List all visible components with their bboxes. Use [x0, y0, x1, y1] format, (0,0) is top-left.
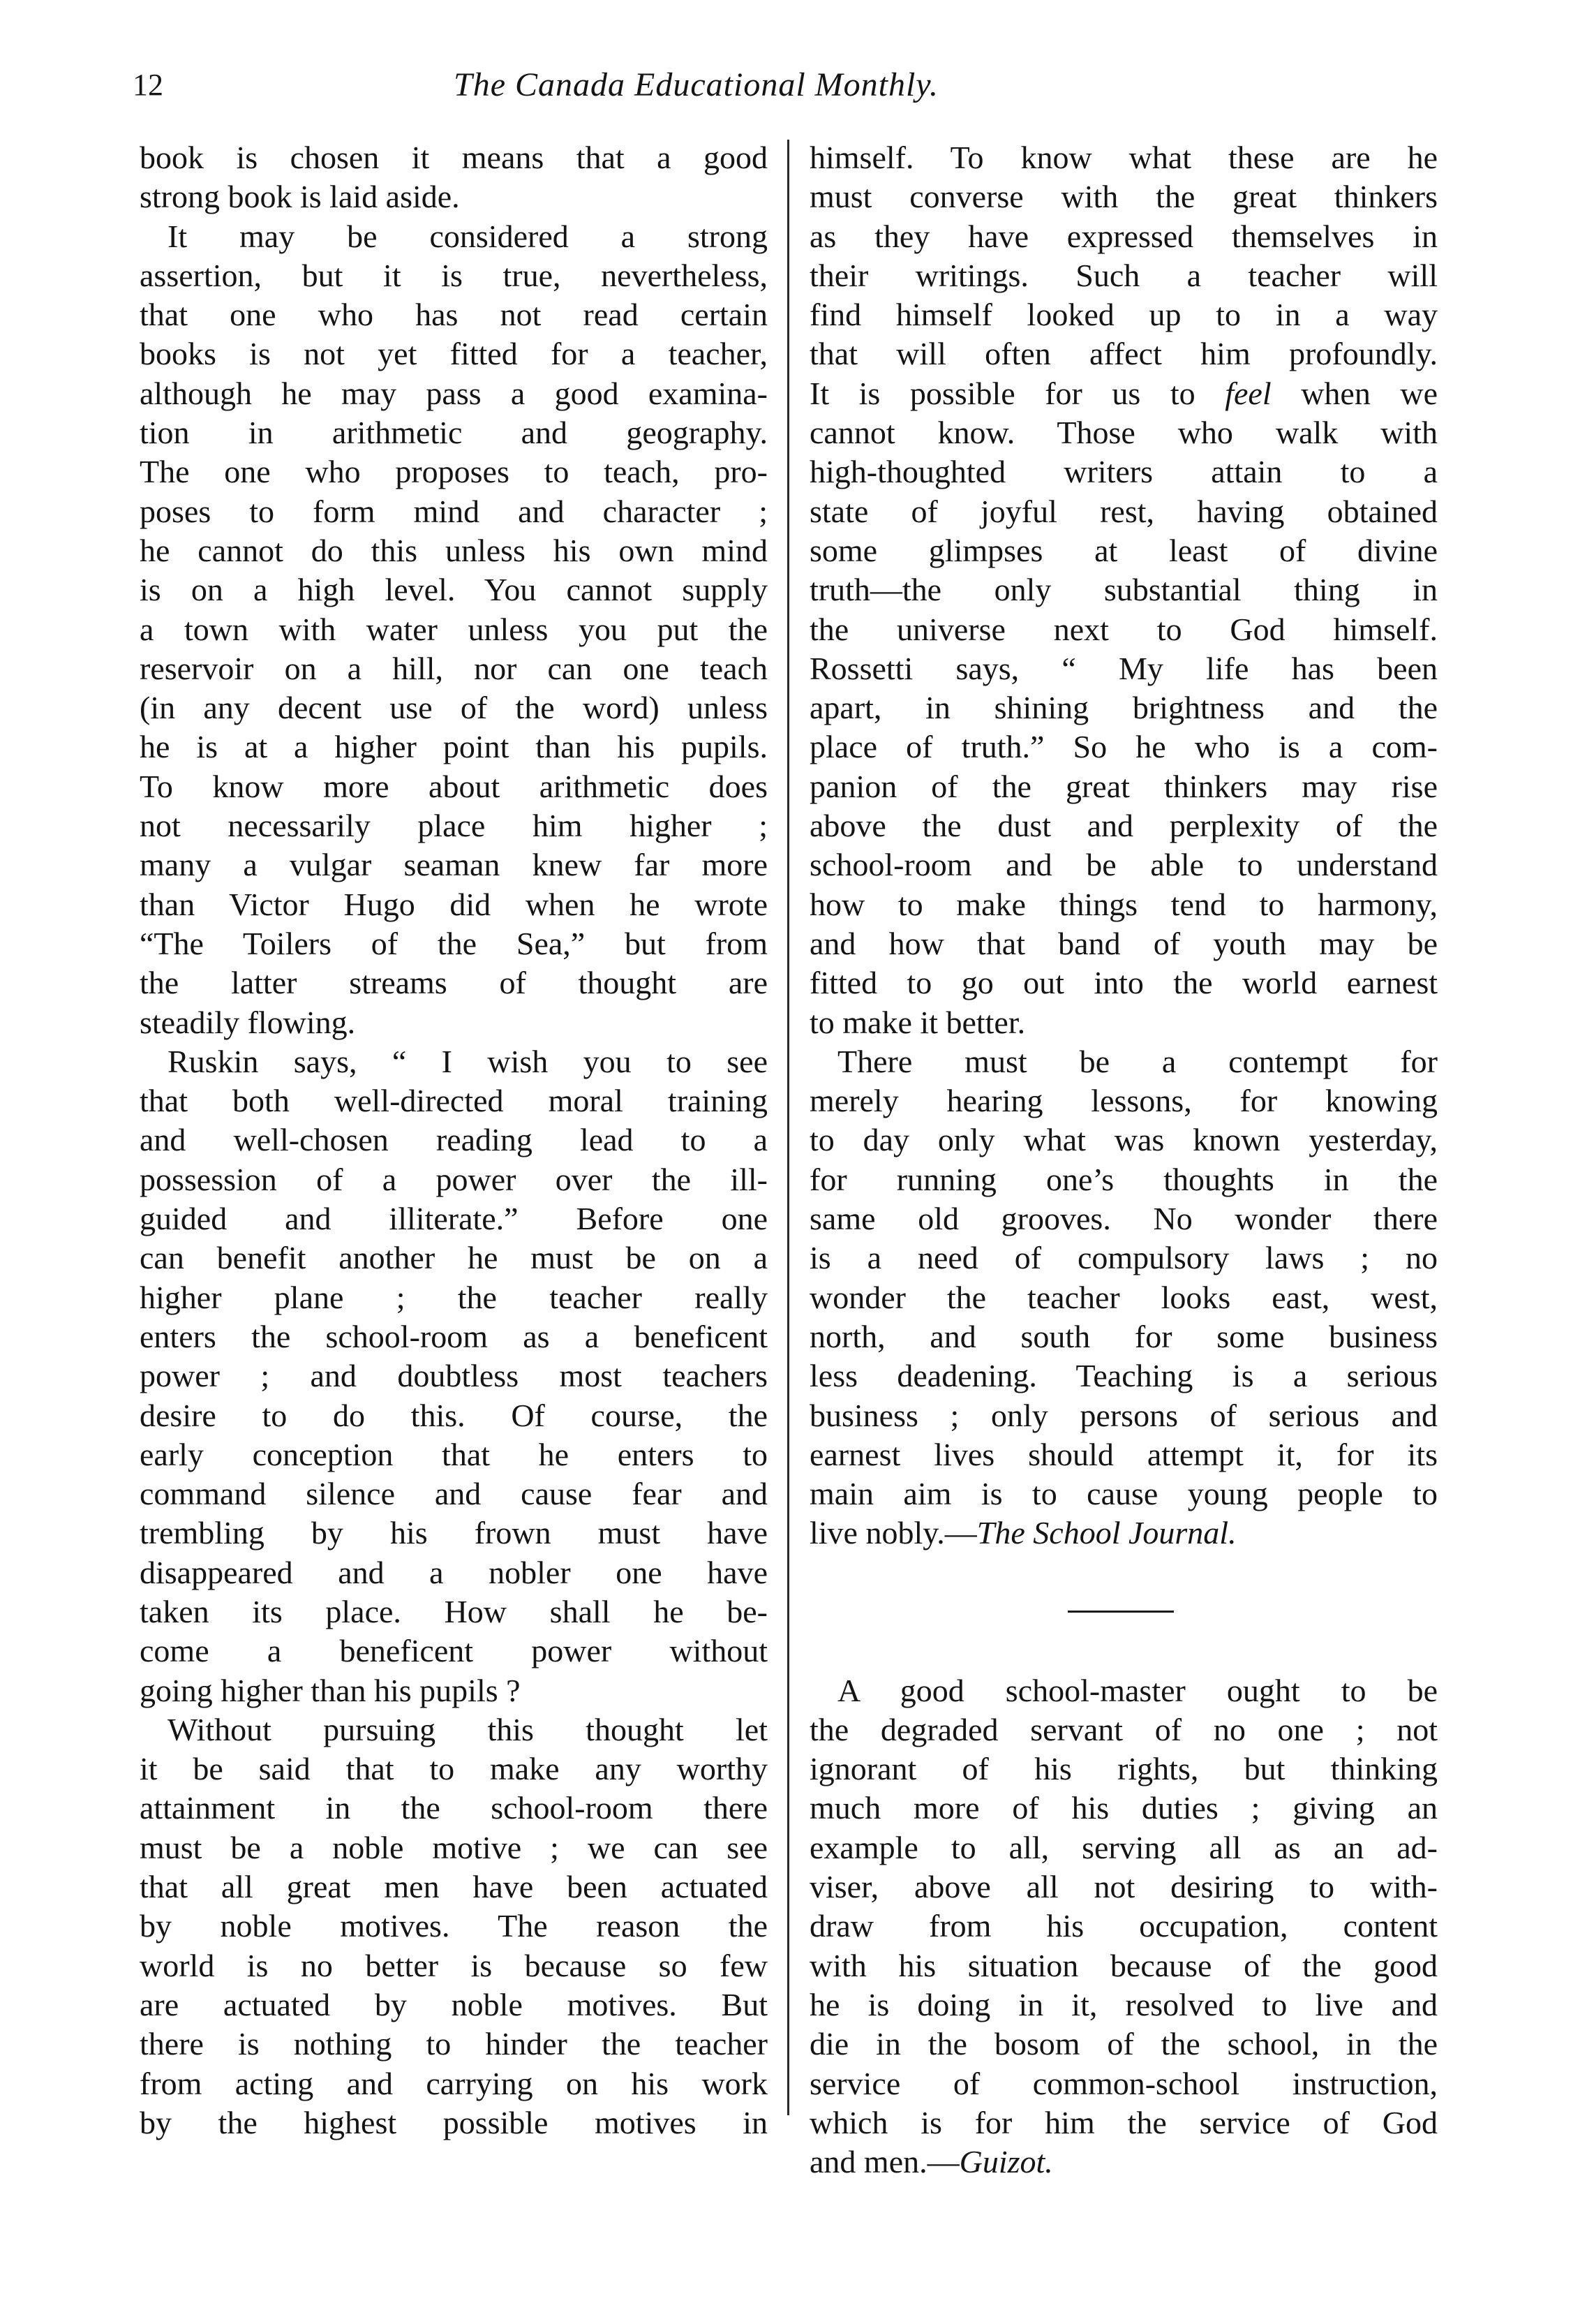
text-line: come a beneficent power without [140, 1633, 768, 1669]
text-line: higher plane ; the teacher really [140, 1279, 768, 1315]
text-line: with his situation because of the good [810, 1947, 1438, 1983]
text-line: a town with water unless you put the [140, 611, 768, 647]
running-head [133, 64, 1473, 113]
text-line: the degraded servant of no one ; not [810, 1711, 1438, 1747]
text-line: how to make things tend to harmony, [810, 886, 1438, 922]
text-line: less deadening. Teaching is a serious [810, 1358, 1438, 1394]
source1-italic: The School Journal. [976, 1515, 1237, 1551]
text-line: There must be a contempt for [837, 1043, 1438, 1079]
right-column-part-b [810, 413, 1438, 1513]
text-line: which is for him the service of God [810, 2104, 1438, 2140]
right-column-part-c [810, 1671, 1438, 2143]
text-line: some glimpses at least of divine [810, 532, 1438, 568]
journal-title: The Canada Educational Monthly. [454, 66, 939, 103]
text-line: going higher than his pupils ? [140, 1672, 521, 1708]
text-line: same old grooves. No wonder there [810, 1201, 1438, 1237]
text-line: there is nothing to hinder the teacher [140, 2026, 768, 2062]
page-number: 12 [133, 68, 163, 102]
text-line: Rossetti says, “ My life has been [810, 650, 1438, 686]
text-line: for running one’s thoughts in the [810, 1161, 1438, 1197]
text-line: strong book is laid aside. [140, 179, 460, 215]
text-line: viser, above all not desiring to with- [810, 1869, 1438, 1905]
spacer [810, 1631, 1438, 1671]
section-rule [810, 1592, 1438, 1631]
text-line: that will often affect him profoundly. [810, 336, 1438, 372]
text-line: high-thoughted writers attain to a [810, 454, 1438, 490]
text-line: not necessarily place him higher ; [140, 808, 768, 844]
text-line: guided and illiterate.” Before one [140, 1201, 768, 1237]
text-line: must converse with the great thinkers [810, 179, 1438, 215]
text-line: above the dust and perplexity of the [810, 808, 1438, 844]
text-line: fitted to go out into the world earnest [810, 965, 1438, 1001]
text-line: ignorant of his rights, but thinking [810, 1751, 1438, 1787]
text-line-feel [810, 374, 1438, 413]
column-divider [787, 140, 789, 2115]
text-line: and how that band of youth may be [810, 925, 1438, 961]
text-line: (in any decent use of the word) unless [140, 690, 768, 726]
source1-before: live nobly.— [810, 1515, 977, 1551]
text-line: by noble motives. The reason the [140, 1908, 768, 1944]
text-line: are actuated by noble motives. But [140, 1986, 768, 2022]
text-line: command silence and cause fear and [140, 1476, 768, 1512]
text-line: It may be considered a strong [167, 218, 768, 254]
text-line: that both well-directed moral training [140, 1083, 768, 1119]
text-line: can benefit another he must be on a [140, 1240, 768, 1276]
text-line: panion of the great thinkers may rise [810, 768, 1438, 804]
right-column-part-a [810, 138, 1438, 374]
text-line: to day only what was known yesterday, [810, 1122, 1438, 1158]
text-line: cannot know. Those who walk with [810, 415, 1438, 451]
text-line: he is doing in it, resolved to live and [810, 1986, 1438, 2022]
text-line: to make it better. [810, 1004, 1026, 1040]
left-column [140, 138, 768, 2142]
feel-line-after: when we [1301, 375, 1438, 411]
text-line: truth—the only substantial thing in [810, 572, 1438, 608]
text-line: find himself looked up to in a way [810, 297, 1438, 333]
text-line: although he may pass a good examina- [140, 375, 768, 411]
spacer [810, 1553, 1438, 1592]
text-line: world is no better is because so few [140, 1947, 768, 1983]
text-line: reservoir on a hill, nor can one teach [140, 650, 768, 686]
text-line: Ruskin says, “ I wish you to see [167, 1043, 768, 1079]
text-line: it be said that to make any worthy [140, 1751, 768, 1787]
text-line: early conception that he enters to [140, 1436, 768, 1472]
text-line: A good school-master ought to be [837, 1672, 1438, 1708]
text-line: book is chosen it means that a good [140, 140, 768, 175]
text-line: possession of a power over the ill- [140, 1161, 768, 1197]
text-line: “The Toilers of the Sea,” but from [140, 925, 768, 961]
text-line: earnest lives should attempt it, for its [810, 1436, 1438, 1472]
text-line: is on a high level. You cannot supply [140, 572, 768, 608]
text-line: trembling by his frown must have [140, 1515, 768, 1551]
text-line: school-room and be able to understand [810, 847, 1438, 883]
text-line: he cannot do this unless his own mind [140, 532, 768, 568]
text-line: main aim is to cause young people to [810, 1476, 1438, 1512]
text-line: must be a noble motive ; we can see [140, 1829, 768, 1865]
text-line: business ; only persons of serious and [810, 1397, 1438, 1433]
text-line: merely hearing lessons, for knowing [810, 1083, 1438, 1119]
text-line: their writings. Such a teacher will [810, 257, 1438, 293]
text-line: north, and south for some business [810, 1318, 1438, 1354]
text-line: example to all, serving all as an ad- [810, 1829, 1438, 1865]
text-line: Without pursuing this thought let [167, 1711, 768, 1747]
feel-line-before: It is possible for us to [810, 375, 1195, 411]
text-line: place of truth.” So he who is a com- [810, 729, 1438, 765]
text-line: is a need of compulsory laws ; no [810, 1240, 1438, 1276]
text-line: himself. To know what these are he [810, 140, 1438, 175]
source2-italic: Guizot. [959, 2144, 1053, 2180]
text-line: power ; and doubtless most teachers [140, 1358, 768, 1394]
source-line-guizot [810, 2142, 1438, 2182]
text-line: desire to do this. Of course, the [140, 1397, 768, 1433]
text-line: from acting and carrying on his work [140, 2065, 768, 2101]
text-line: and well-chosen reading lead to a [140, 1122, 768, 1158]
text-line: disappeared and a nobler one have [140, 1554, 768, 1590]
source2-before: and men.— [810, 2144, 960, 2180]
text-line: the universe next to God himself. [810, 611, 1438, 647]
text-line: than Victor Hugo did when he wrote [140, 886, 768, 922]
text-line: the latter streams of thought are [140, 965, 768, 1001]
source-line-school-journal [810, 1513, 1438, 1553]
text-line: service of common-school instruction, [810, 2065, 1438, 2101]
text-line: much more of his duties ; giving an [810, 1790, 1438, 1826]
text-line: as they have expressed themselves in [810, 218, 1438, 254]
text-line: that one who has not read certain [140, 297, 768, 333]
text-line: that all great men have been actuated [140, 1869, 768, 1905]
text-line: The one who proposes to teach, pro- [140, 454, 768, 490]
text-line: To know more about arithmetic does [140, 768, 768, 804]
text-line: assertion, but it is true, nevertheless, [140, 257, 768, 293]
text-line: steadily flowing. [140, 1004, 356, 1040]
text-line: by the highest possible motives in [140, 2104, 768, 2140]
text-line: poses to form mind and character ; [140, 493, 768, 529]
text-line: enters the school-room as a beneficent [140, 1318, 768, 1354]
text-line: die in the bosom of the school, in the [810, 2026, 1438, 2062]
text-line: state of joyful rest, having obtained [810, 493, 1438, 529]
text-line: apart, in shining brightness and the [810, 690, 1438, 726]
text-line: he is at a higher point than his pupils. [140, 729, 768, 765]
text-line: books is not yet fitted for a teacher, [140, 336, 768, 372]
text-line: attainment in the school-room there [140, 1790, 768, 1826]
text-line: tion in arithmetic and geography. [140, 415, 768, 451]
text-line: many a vulgar seaman knew far more [140, 847, 768, 883]
text-line: wonder the teacher looks east, west, [810, 1279, 1438, 1315]
text-line: draw from his occupation, content [810, 1908, 1438, 1944]
feel-line-italic: feel [1225, 375, 1272, 411]
right-column [810, 138, 1438, 2182]
text-line: taken its place. How shall he be- [140, 1593, 768, 1629]
